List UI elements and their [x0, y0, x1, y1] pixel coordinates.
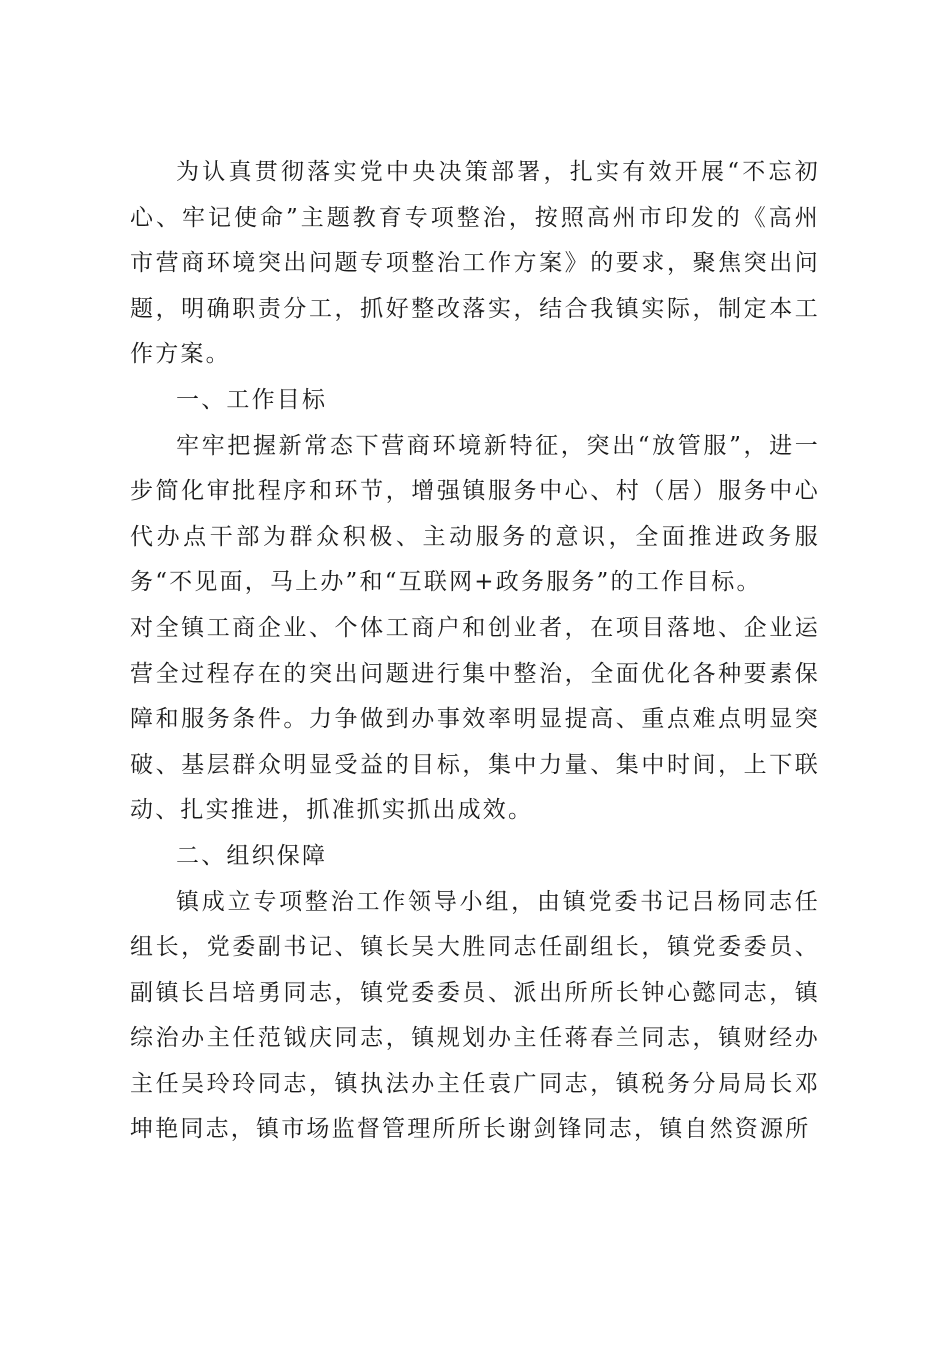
section-1-paragraph-continued: 对全镇工商企业、个体工商户和创业者，在项目落地、企业运营全过程存在的突出问题进行集中整治，全面优化各种要素保障和服务条件。力争做到办事效率明显提高、重点难点明显突破、基层群众明显受益的目标，集中力量、集中时间，上下联动、扎实推进，抓准抓实抓出成效。 [130, 614, 820, 824]
intro-paragraph: 为认真贯彻落实党中央决策部署，扎实有效开展“不忘初心、牢记使命”主题教育专项整治，按照高州市印发的《高州市营商环境突出问题专项整治工作方案》的要求，聚焦突出问题，明确职责分工，抓好整改落实，结合我镇实际，制定本工作方案。 [130, 159, 820, 368]
document-body [130, 150, 820, 1153]
section-2-heading: 二、组织保障 [176, 842, 328, 869]
section-2-paragraph: 镇成立专项整治工作领导小组，由镇党委书记吕杨同志任组长，党委副书记、镇长吴大胜同志任副组长，镇党委委员、副镇长吕培勇同志，镇党委委员、派出所所长钟心懿同志，镇综治办主任范钺庆同志，镇规划办主任蒋春兰同志，镇财经办主任吴玲玲同志，镇执法办主任袁广同志，镇税务分局局长邓坤艳同志，镇市场监督管理所所长谢剑锋同志，镇自然资源所 [130, 888, 820, 1143]
section-1-paragraph: 牢牢把握新常态下营商环境新特征，突出“放管服”，进一步简化审批程序和环节，增强镇服务中心、村（居）服务中心代办点干部为群众积极、主动服务的意识，全面推进政务服务“不见面，马上办”和“互联网+政务服务”的工作目标。 [130, 432, 820, 596]
section-1-heading: 一、工作目标 [176, 386, 328, 413]
